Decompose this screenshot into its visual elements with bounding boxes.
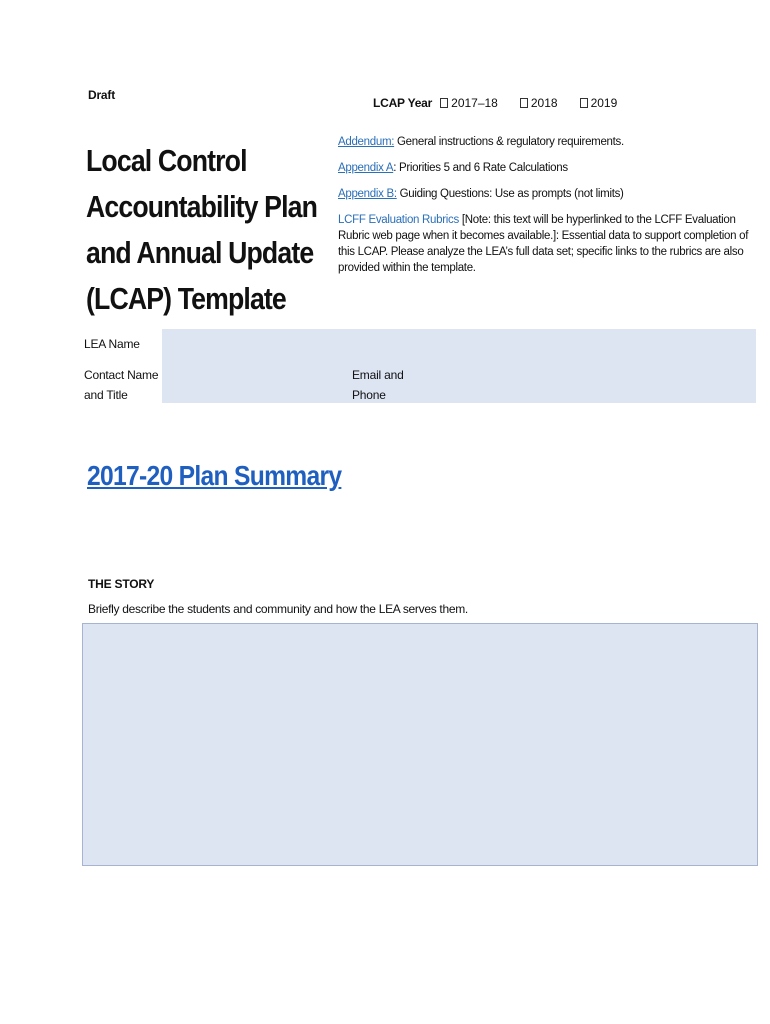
appendix-b-link[interactable]: Appendix B: [338, 188, 397, 200]
addendum-text: General instructions & regulatory requirements. [394, 136, 624, 148]
title-line: and Annual Update [86, 235, 314, 270]
title-line: Local Control [86, 143, 247, 178]
year-option-label: 2018 [530, 96, 558, 110]
lcap-year-row [373, 96, 639, 110]
appendix-a-text: : Priorities 5 and 6 Rate Calculations [393, 162, 568, 174]
appendix-a-link[interactable]: Appendix A [338, 162, 394, 174]
email-phone-label: Email and Phone [352, 368, 404, 402]
story-description: Briefly describe the students and community and how the LEA serves them. [88, 602, 468, 616]
appendix-b-text: Guiding Questions: Use as prompts (not limits) [396, 188, 624, 200]
draft-label: Draft [88, 88, 116, 102]
story-title: THE STORY [88, 577, 155, 591]
document-title [86, 138, 318, 322]
lea-name-field[interactable] [162, 329, 756, 359]
story-input-box[interactable] [82, 623, 758, 866]
checkbox-icon[interactable] [520, 98, 528, 108]
lcap-year-label: LCAP Year [373, 96, 433, 110]
plan-summary-heading[interactable]: 2017-20 Plan Summary [87, 460, 342, 491]
year-option-label: 2017–18 [451, 96, 498, 110]
rubrics-text: [Note: this text will be hyperlinked to the LCFF Evaluation Rubric web page when it becomes available.]: Essential data to support completion of this LCAP. Please analyze the LEA’s full data set; specific links to the rubrics are also provided within the template. [338, 214, 749, 274]
year-option-label: 2019 [590, 96, 618, 110]
addendum-item [338, 134, 758, 150]
year-option-2019[interactable] [580, 96, 618, 110]
rubrics-item [338, 212, 758, 276]
email-phone-field[interactable] [408, 359, 756, 403]
lea-info-table [84, 329, 756, 403]
year-option-2018[interactable] [520, 96, 558, 110]
lea-name-label: LEA Name [84, 337, 140, 351]
appendix-a-item [338, 160, 758, 176]
reference-links [338, 134, 758, 286]
contact-name-label: Contact Name and Title [84, 368, 159, 402]
rubrics-link[interactable]: LCFF Evaluation Rubrics [338, 214, 459, 226]
title-line: (LCAP) Template [86, 281, 286, 316]
title-line: Accountability Plan [86, 189, 318, 224]
checkbox-icon[interactable] [580, 98, 588, 108]
addendum-link[interactable]: Addendum: [338, 136, 395, 148]
year-option-2017-18[interactable] [440, 96, 498, 110]
checkbox-icon[interactable] [440, 98, 448, 108]
appendix-b-item [338, 186, 758, 202]
